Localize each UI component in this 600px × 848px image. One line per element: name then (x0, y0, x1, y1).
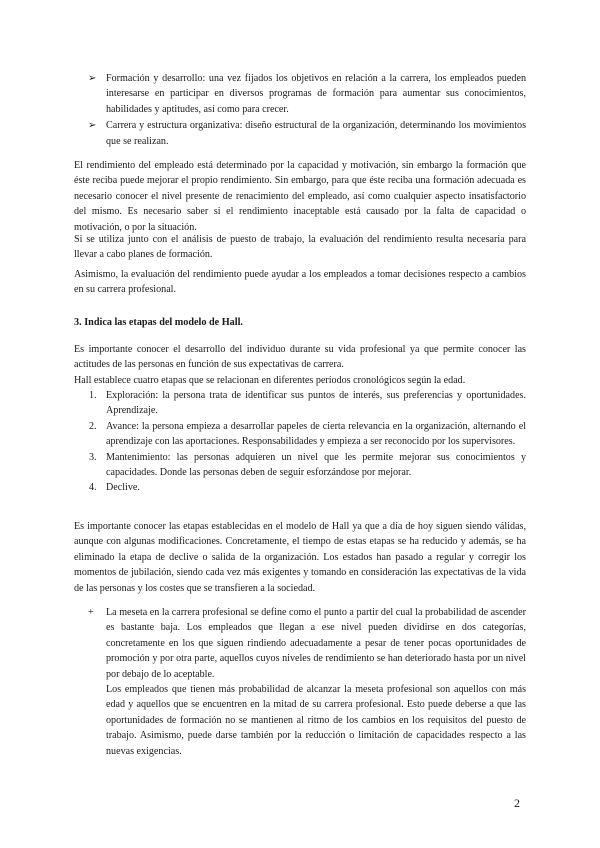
paragraph: Hall establece cuatro etapas que se relacionan en diferentes períodos cronológicos según la edad. (74, 375, 466, 386)
list-item-text: Exploración: la persona trata de identificar sus puntos de interés, sus preferencias y oportunidades. Aprendizaje. (106, 390, 526, 417)
section-heading: 3. Indica las etapas del modelo de Hall. (74, 317, 243, 328)
stages-list (89, 388, 526, 496)
list-number: 4. (89, 482, 97, 494)
list-item (88, 605, 526, 759)
plus-bullet-icon: + (88, 607, 94, 618)
plus-bullet-list (88, 605, 526, 759)
list-item-text: La meseta en la carrera profesional se define como el punto a partir del cual la probabilidad de ascender es bastante baja. Los empleados que llegan a ese nivel pueden dividirse en dos categorías, concretamente en los que siguen rindiendo adecuadamente a pesar de tener pocas oportunidades de promoción y por otra parte, aquellos cuyos niveles de rendimiento se han deteriorado hasta por un nivel por debajo de lo aceptable. (106, 607, 526, 680)
list-item (88, 71, 526, 117)
list-item-text: Mantenimiento: las personas adquieren un nivel que les permite mejorar sus conocimientos y capacidades. Donde las personas deben de seguir esforzándose por mejorar. (106, 451, 526, 479)
list-number: 3. (89, 451, 97, 463)
list-item-text: Avance: la persona empieza a desarrollar papeles de cierta relevancia en la organización, alternando el aprendizaje con las aportaciones. Responsabilidades y empieza a ser reconocido por los supervisores. (106, 420, 526, 448)
paragraph: Asimismo, la evaluación del rendimiento puede ayudar a los empleados a tomar decisiones respecto a cambios en su carrera profesional. (74, 269, 526, 296)
list-item-text: Formación y desarrollo: una vez fijados los objetivos en relación a la carrera, los empleados pueden interesarse en participar en diversos programas de formación para aumentar sus conocimientos, habilidades y aptitudes, así como para crecer. (106, 73, 526, 115)
page-number: 2 (514, 796, 520, 810)
arrow-bullet-icon: ➢ (88, 120, 97, 132)
paragraph: Si se utiliza junto con el análisis de puesto de trabajo, la evaluación del rendimiento resulta necesaria para llevar a cabo planes de formación. (74, 234, 526, 261)
list-number: 2. (89, 420, 97, 432)
list-item (89, 388, 526, 419)
paragraph: El rendimiento del empleado está determinado por la capacidad y motivación, sin embargo la formación que éste reciba puede mejorar el propio rendimiento. Sin embargo, para que éste reciba una formación adecuada es necesario conocer el nivel presente de renacimiento del empleado, así como cualquier aspecto insatisfactorio del mismo. Es necesario saber si el rendimiento inaceptable está causado por la falta de capacidad o motivación, o por la situación. (74, 160, 526, 233)
paragraph: Es importante conocer las etapas establecidas en el modelo de Hall ya que a día de hoy siguen siendo válidas, aunque con algunas modificaciones. Concretamente, el tiempo de estas etapas se ha reducido y además, se ha eliminado la etapa de declive o salida de la organización. Los estados han pasado a regular y corregir los momentos de jubilación, siendo cada vez más exigentes y tomando en consideración las expectativas de la vida de las personas y los costes que se transfieren a la sociedad. (74, 521, 526, 594)
list-item (89, 480, 526, 495)
arrow-bullet-icon: ➢ (88, 73, 97, 84)
arrow-bullet-list (88, 71, 526, 150)
list-item-text: Los empleados que tienen más probabilidad de alcanzar la meseta profesional son aquellos con más edad y aquellos que se encuentren en la mitad de su carrera profesional. Esto puede deberse a que las oportunidades de formación no se mantienen al ritmo de los cambios en los requisitos del puesto de trabajo. Asimismo, puede darse también por la reducción o limitación de capacidades respecto a las nuevas exigencias. (106, 684, 526, 757)
list-item (89, 450, 526, 481)
list-item-text: Carrera y estructura organizativa: diseño estructural de la organización, determinando los movimientos que se realizan. (106, 120, 526, 147)
list-item (88, 118, 526, 149)
list-item (89, 419, 526, 450)
paragraph: Es importante conocer el desarrollo del individuo durante su vida profesional ya que permite conocer las actitudes de las personas en función de sus expectativas de carrera. (74, 344, 526, 371)
list-item-text: Declive. (106, 482, 140, 494)
list-number: 1. (89, 390, 97, 401)
